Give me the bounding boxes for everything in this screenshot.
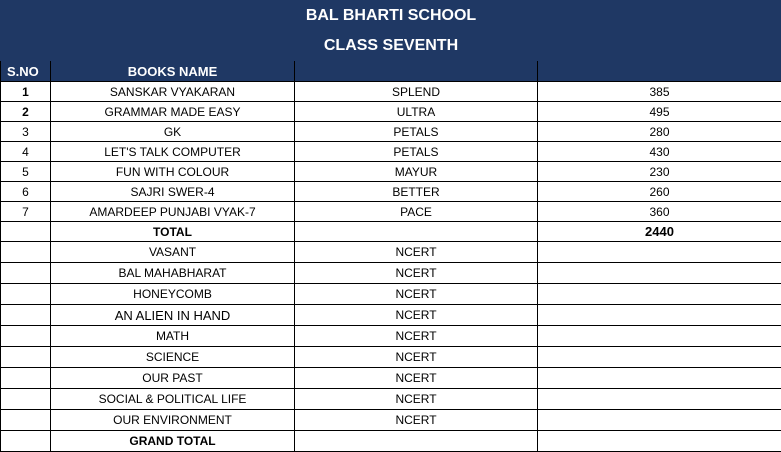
table-row	[1, 347, 781, 368]
table-row	[1, 284, 781, 305]
table-row	[1, 202, 781, 222]
book-name-cell: SOCIAL & POLITICAL LIFE	[51, 389, 295, 410]
price-cell: 230	[538, 162, 781, 182]
price-cell: 385	[538, 82, 781, 102]
price-cell: 430	[538, 142, 781, 162]
publisher-cell: MAYUR	[295, 162, 538, 182]
publisher-cell: NCERT	[295, 368, 538, 389]
publisher-cell: PACE	[295, 202, 538, 222]
publisher-cell: NCERT	[295, 347, 538, 368]
book-name-cell: MATH	[51, 326, 295, 347]
publisher-cell: NCERT	[295, 326, 538, 347]
sno-cell: 7	[1, 202, 51, 222]
grand-total-label: GRAND TOTAL	[51, 431, 295, 452]
price-cell: 260	[538, 182, 781, 202]
sno-cell: 3	[1, 122, 51, 142]
total-label: TOTAL	[51, 222, 295, 242]
price-header	[538, 61, 781, 82]
book-name-cell: GRAMMAR MADE EASY	[51, 102, 295, 122]
book-name-cell: VASANT	[51, 242, 295, 263]
table-row	[1, 368, 781, 389]
publisher-cell: PETALS	[295, 122, 538, 142]
table-row	[1, 102, 781, 122]
publisher-cell: NCERT	[295, 305, 538, 326]
publisher-cell: SPLEND	[295, 82, 538, 102]
book-name-cell: SANSKAR VYAKARAN	[51, 82, 295, 102]
table-row	[1, 263, 781, 284]
books-name-header: BOOKS NAME	[51, 61, 295, 82]
publisher-cell: BETTER	[295, 182, 538, 202]
publisher-cell: ULTRA	[295, 102, 538, 122]
book-name-cell: AN ALIEN IN HAND	[51, 305, 295, 326]
book-name-cell: OUR PAST	[51, 368, 295, 389]
school-name: BAL BHARTI SCHOOL	[1, 1, 781, 32]
book-name-cell: LET'S TALK COMPUTER	[51, 142, 295, 162]
publisher-cell: PETALS	[295, 142, 538, 162]
total-value: 2440	[538, 222, 781, 242]
class-name: CLASS SEVENTH	[1, 32, 781, 61]
table-row	[1, 242, 781, 263]
table-row	[1, 82, 781, 102]
book-name-cell: AMARDEEP PUNJABI VYAK-7	[51, 202, 295, 222]
book-name-cell: FUN WITH COLOUR	[51, 162, 295, 182]
table-row	[1, 389, 781, 410]
table-row	[1, 410, 781, 431]
publisher-cell: NCERT	[295, 410, 538, 431]
book-name-cell: OUR ENVIRONMENT	[51, 410, 295, 431]
publisher-cell: NCERT	[295, 242, 538, 263]
table-header-row	[1, 61, 781, 82]
book-name-cell: HONEYCOMB	[51, 284, 295, 305]
sno-cell: 6	[1, 182, 51, 202]
price-cell: 280	[538, 122, 781, 142]
sno-cell: 2	[1, 102, 51, 122]
table-row	[1, 162, 781, 182]
table-row	[1, 122, 781, 142]
publisher-cell: NCERT	[295, 263, 538, 284]
price-cell: 495	[538, 102, 781, 122]
sno-cell: 5	[1, 162, 51, 182]
grand-total-row	[1, 431, 781, 452]
publisher-cell: NCERT	[295, 389, 538, 410]
table-row	[1, 305, 781, 326]
total-row	[1, 222, 781, 242]
table-row	[1, 142, 781, 162]
book-name-cell: SCIENCE	[51, 347, 295, 368]
publisher-cell: NCERT	[295, 284, 538, 305]
sno-cell: 4	[1, 142, 51, 162]
sno-cell: 1	[1, 82, 51, 102]
sno-header: S.NO	[1, 61, 51, 82]
book-name-cell: SAJRI SWER-4	[51, 182, 295, 202]
grand-total-value	[538, 431, 781, 452]
price-cell: 360	[538, 202, 781, 222]
book-name-cell: BAL MAHABHARAT	[51, 263, 295, 284]
table-row	[1, 182, 781, 202]
book-name-cell: GK	[51, 122, 295, 142]
table-row	[1, 326, 781, 347]
publisher-header	[295, 61, 538, 82]
